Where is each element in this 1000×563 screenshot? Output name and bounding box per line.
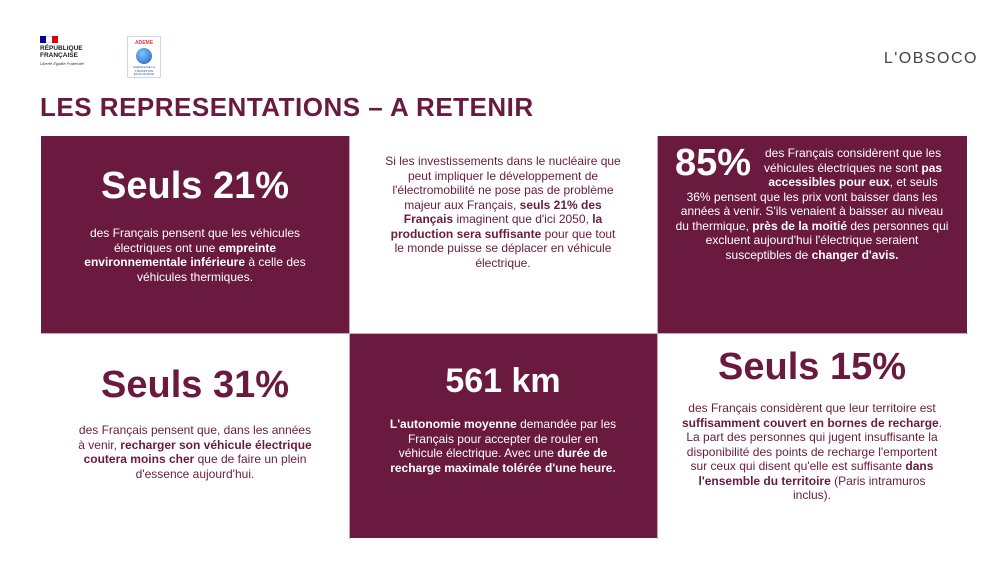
text-segment: demandée par les Français pour accepter de rouler en véhicule électrique. Avec une <box>398 417 617 460</box>
card-561-km <box>349 333 657 538</box>
text-segment: des Français pensent que les véhicules électriques ont une <box>89 226 301 255</box>
globe-icon <box>136 48 152 64</box>
card-headline: 561 km <box>445 362 561 400</box>
card-headline: Seuls 15% <box>718 346 906 388</box>
grid-divider <box>349 136 350 539</box>
bold-segment: recharger son véhicule électrique coutera moins cher <box>83 437 312 466</box>
ademe-tagline: AGENCE DE LA TRANSITION ÉCOLOGIQUE <box>132 65 156 76</box>
republique-francaise-logo <box>40 36 100 66</box>
bold-segment: pas accessibles pour eux <box>768 160 943 189</box>
bold-segment: la production sera suffisante <box>390 212 603 241</box>
card-headline: 85% <box>675 142 752 184</box>
card-body <box>77 423 313 481</box>
text-segment: à celle des véhicules thermiques. <box>136 255 306 284</box>
card-body <box>681 401 943 503</box>
ademe-name: ADEME <box>134 40 154 46</box>
card-nucleaire <box>349 136 657 333</box>
text-segment: pour que tout le monde puisse se déplacer en véhicule électrique. <box>394 226 616 270</box>
text-segment: des personnes qui excluent aujourd'hui l'électrique seraient susceptibles de <box>705 218 949 262</box>
text-segment: des Français considèrent que les véhicules électriques ne sont <box>763 146 942 175</box>
bold-segment: dans l'ensemble du territoire <box>698 459 934 488</box>
text-segment: que de faire un plein d'essence aujourd'hui. <box>135 452 307 481</box>
card-body <box>675 142 949 262</box>
text-segment: imaginent que d'ici 2050, <box>453 212 593 226</box>
french-flag-icon <box>40 36 58 43</box>
text-segment: , et seuls 36% pensent que les prix vont baisser dans les années à venir. S'ils venaient à baisser au niveau du thermique, <box>675 175 944 233</box>
bold-segment: changer d'avis. <box>811 247 899 262</box>
obsoco-logo-text: L'OBSOCO <box>883 50 978 67</box>
text-segment: des Français considèrent que leur territoire est <box>688 401 936 415</box>
obsoco-logo <box>884 50 978 68</box>
ademe-logo <box>127 36 161 78</box>
card-85 <box>657 136 967 333</box>
card-seuls-31 <box>41 333 349 538</box>
card-body <box>389 417 617 475</box>
bold-segment: seuls 21% des Français <box>403 197 602 226</box>
card-headline: Seuls 21% <box>101 165 289 207</box>
grid-divider <box>41 333 968 334</box>
republique-line2: FRANÇAISE <box>40 52 78 59</box>
text-segment: des Français pensent que, dans les années à venir, <box>78 423 312 452</box>
card-seuls-21 <box>41 136 349 333</box>
bold-segment: suffisamment couvert en bornes de recharge <box>681 415 939 430</box>
text-segment: (Paris intramuros inclus). <box>792 473 926 502</box>
republique-motto: Liberté Égalité Fraternité <box>40 61 84 66</box>
bold-segment: durée de recharge maximale tolérée d'une heure. <box>390 446 616 475</box>
grid-divider <box>657 136 658 539</box>
card-headline: Seuls 31% <box>101 364 289 406</box>
card-seuls-15 <box>657 333 967 538</box>
card-body <box>385 154 621 270</box>
bold-segment: empreinte environnementale inférieure <box>84 240 277 269</box>
card-body <box>61 226 329 284</box>
text-segment: Si les investissements dans le nucléaire que peut impliquer le développement de l'électromobilité ne pose pas de problème majeur aux Français, <box>385 154 621 212</box>
republique-line1: RÉPUBLIQUE <box>40 45 83 52</box>
text-segment: . La part des personnes qui jugent insuffisante la disponibilité des points de recharge l'emportent sur ceux qui disent qu'elle est suffisante <box>686 415 943 473</box>
bold-segment: près de la moitié <box>752 218 847 233</box>
page-title: LES REPRESENTATIONS – A RETENIR <box>40 92 534 122</box>
bold-segment: L'autonomie moyenne <box>389 417 517 431</box>
